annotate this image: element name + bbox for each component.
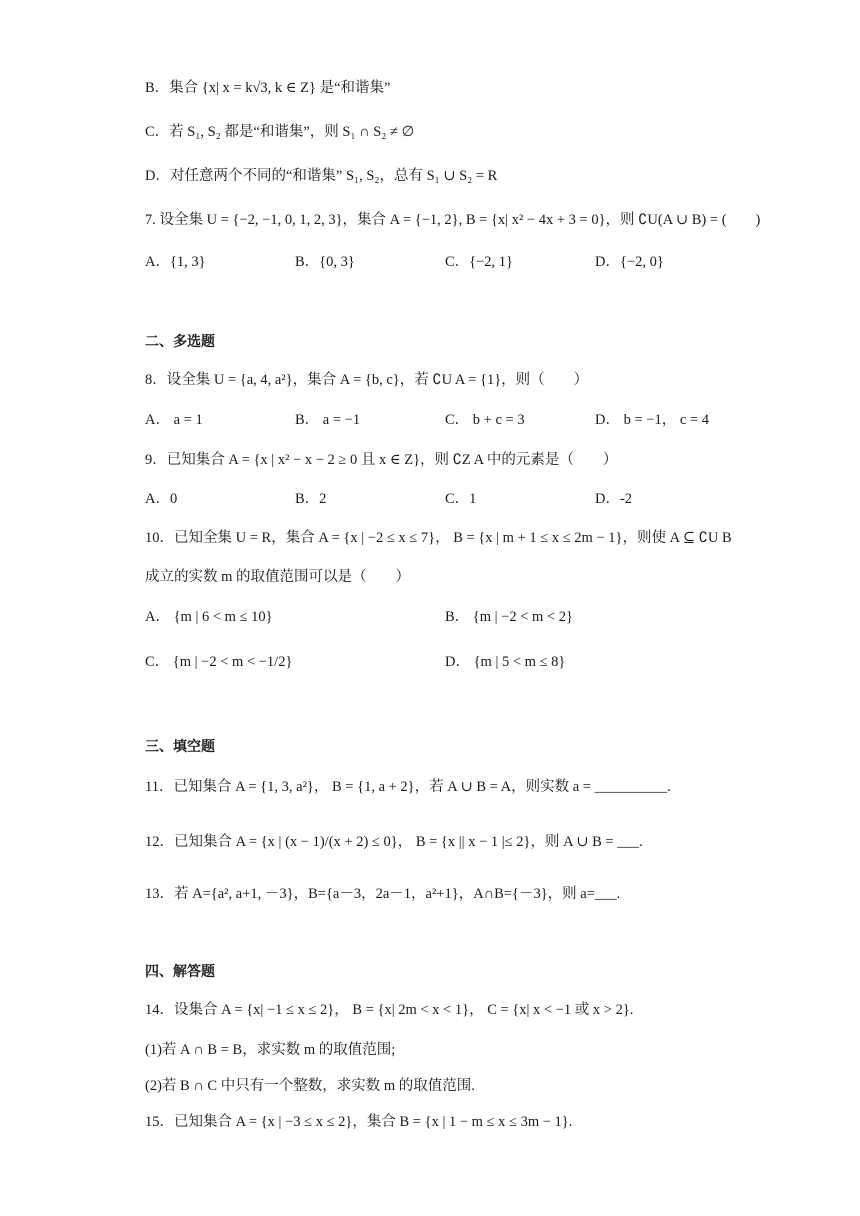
q12-stem: 12．已知集合 A = {x | (x − 1)/(x + 2) ≤ 0}， B = {x || x − 1 |≤ 2}，则 A ∪ B = ___.: [145, 834, 643, 850]
q9-option-d: D．-2: [595, 491, 633, 507]
q7-stem: 7. 设全集 U = {−2, −1, 0, 1, 2, 3}，集合 A = {−1, 2}, B = {x| x² − 4x + 3 = 0}，则 ∁U(A ∪ B) = ( ): [145, 212, 761, 228]
q13-stem: 13．若 A={a², a+1, －3}，B={a－3，2a－1，a²+1}，A∩B={－3}，则 a=___.: [145, 886, 621, 902]
q6-option-d: D．对任意两个不同的“和谐集” S₁, S₂，总有 S₁ ∪ S₂ = R: [145, 168, 498, 184]
q6-option-b: B．集合 {x| x = k√3, k ∈ Z} 是“和谐集”: [145, 80, 391, 96]
q7-option-b: B．{0, 3}: [295, 254, 355, 270]
q10-stem-line1: 10．已知全集 U = R，集合 A = {x | −2 ≤ x ≤ 7}， B = {x | m + 1 ≤ x ≤ 2m − 1}，则使 A ⊆ ∁U B: [145, 530, 732, 546]
q9-option-c: C．1: [445, 491, 477, 507]
q10-stem-line2: 成立的实数 m 的取值范围可以是（ ）: [145, 569, 411, 585]
q6-option-c: C．若 S₁, S₂ 都是“和谐集”，则 S₁ ∩ S₂ ≠ ∅: [145, 124, 415, 140]
q10-option-c: C． {m | −2 < m < −1/2}: [145, 654, 293, 670]
q8-option-b: B． a = −1: [295, 412, 361, 428]
q8-option-a: A． a = 1: [145, 412, 203, 428]
q8-stem: 8．设全集 U = {a, 4, a²}，集合 A = {b, c}，若 ∁U A = {1}，则（ ）: [145, 372, 589, 388]
q7-option-c: C．{−2, 1}: [445, 254, 514, 270]
q10-option-a: A． {m | 6 < m ≤ 10}: [145, 609, 273, 625]
q14-stem: 14．设集合 A = {x| −1 ≤ x ≤ 2}， B = {x| 2m < x < 1}， C = {x| x < −1 或 x > 2}.: [145, 1002, 634, 1018]
q10-option-b: B． {m | −2 < m < 2}: [445, 609, 573, 625]
q8-option-c: C． b + c = 3: [445, 412, 525, 428]
q9-option-b: B．2: [295, 491, 327, 507]
section-multiple-choice: 二、多选题: [145, 334, 215, 350]
q11-stem: 11．已知集合 A = {1, 3, a²}， B = {1, a + 2}，若 A ∪ B = A，则实数 a = __________.: [145, 779, 671, 795]
q7-option-d: D．{−2, 0}: [595, 254, 664, 270]
q10-option-d: D． {m | 5 < m ≤ 8}: [445, 654, 566, 670]
q9-stem: 9．已知集合 A = {x | x² − x − 2 ≥ 0 且 x ∈ Z}，则 ∁Z A 中的元素是（ ）: [145, 452, 618, 468]
section-answer: 四、解答题: [145, 964, 215, 980]
q14-part2: (2)若 B ∩ C 中只有一个整数，求实数 m 的取值范围.: [145, 1078, 475, 1094]
q7-option-a: A．{1, 3}: [145, 254, 206, 270]
q15-stem: 15．已知集合 A = {x | −3 ≤ x ≤ 2}，集合 B = {x | 1 − m ≤ x ≤ 3m − 1}.: [145, 1114, 573, 1130]
q9-option-a: A．0: [145, 491, 178, 507]
section-fill-in: 三、填空题: [145, 739, 215, 755]
q14-part1: (1)若 A ∩ B = B，求实数 m 的取值范围;: [145, 1042, 396, 1058]
q8-option-d: D． b = −1， c = 4: [595, 412, 709, 428]
